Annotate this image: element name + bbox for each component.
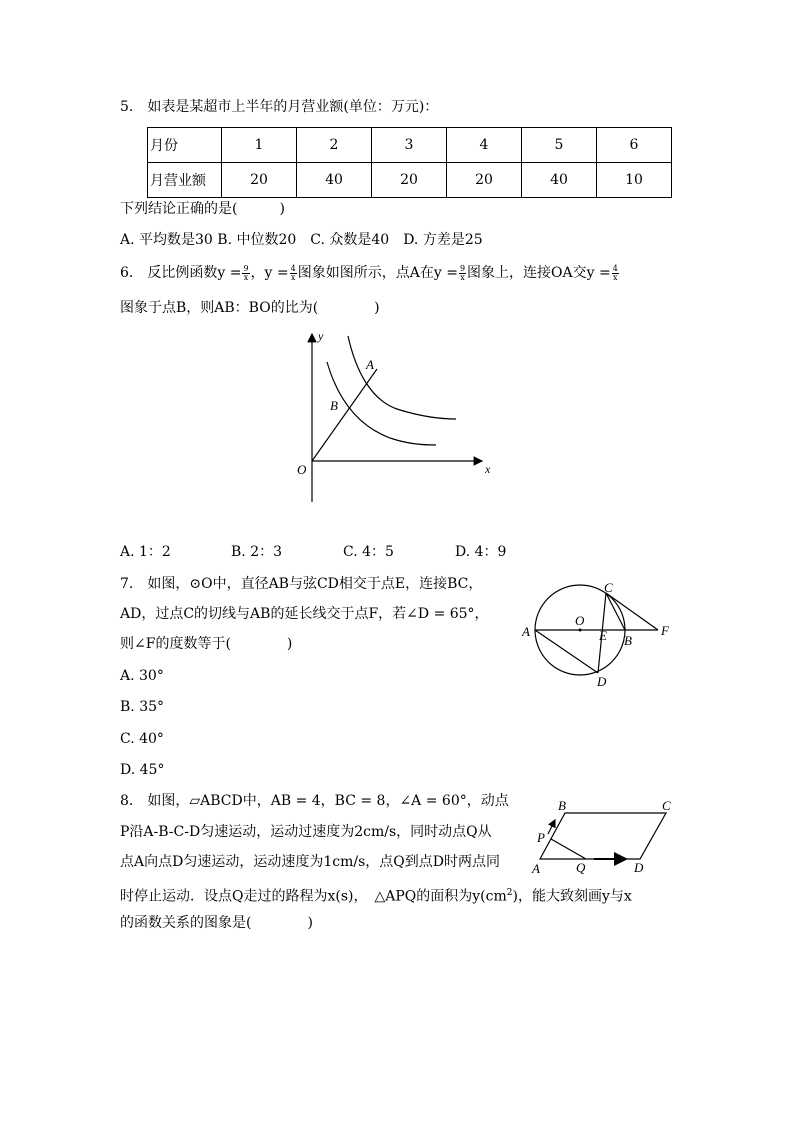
- q6-option-a: A. 1：2: [120, 544, 171, 560]
- parallelogram-ABCD: [540, 813, 666, 859]
- q6-option-d: D. 4：9: [455, 544, 507, 560]
- q8-stem-line1: 8. 如图，▱ABCD中，AB = 4，BC = 8，∠A = 60°，动点: [120, 793, 509, 809]
- fraction-denominator: x: [243, 272, 249, 282]
- q7-option-c: C. 40°: [120, 731, 164, 747]
- q7-figure: [518, 578, 678, 690]
- table-cell: 40: [297, 163, 372, 198]
- table-cell: 20: [447, 163, 522, 198]
- label-O: O: [297, 462, 307, 477]
- label-O: O: [575, 613, 585, 628]
- table-row: [148, 163, 672, 198]
- table-cell: 3: [372, 128, 447, 163]
- fraction-denominator: x: [460, 272, 465, 282]
- table-cell: 20: [372, 163, 447, 198]
- fraction: [612, 265, 619, 282]
- table-cell: 10: [597, 163, 672, 198]
- table-cell: 1: [222, 128, 297, 163]
- q7-stem-line3: 则∠F的度数等于( ): [120, 636, 293, 652]
- fraction-denominator: x: [290, 272, 296, 282]
- segment-OA: [312, 369, 377, 461]
- fraction-numerator: 9: [243, 263, 249, 273]
- q7-stem-line1: 7. 如图，⊙O中，直径AB与弦CD相交于点E，连接BC，: [120, 576, 483, 592]
- q6-stem-text: 图象上，连接OA交y =: [467, 265, 611, 281]
- q6-stem: [120, 264, 620, 282]
- fraction: [290, 265, 297, 282]
- label-F: F: [661, 623, 669, 638]
- label-P: P: [537, 830, 545, 845]
- label-x: x: [485, 462, 491, 476]
- label-C: C: [662, 798, 671, 813]
- label-C: C: [604, 580, 613, 595]
- table-cell: 6: [597, 128, 672, 163]
- q6-option-c: C. 4：5: [343, 544, 394, 560]
- q8-stem-line4: [120, 884, 632, 906]
- center-point: [579, 629, 582, 632]
- q8-stem-line3: 点A向点D匀速运动，运动速度为1cm/s，点Q到点D时两点同: [120, 854, 500, 870]
- tangent-CF: [606, 593, 658, 630]
- q7-stem-line2: AD，过点C的切线与AB的延长线交于点F，若∠D = 65°，: [120, 606, 489, 622]
- table-cell: 月份: [148, 128, 222, 163]
- label-Q: Q: [576, 860, 586, 875]
- label-y: y: [318, 329, 324, 343]
- segment-AD: [535, 630, 598, 673]
- q5-options: A. 平均数是30 B. 中位数20 C. 众数是40 D. 方差是25: [120, 232, 483, 248]
- q5-sales-table: [147, 127, 672, 198]
- q8-stem-line5: 的函数关系的图象是( ): [120, 915, 313, 931]
- table-cell: 40: [522, 163, 597, 198]
- segment-BC: [606, 593, 625, 630]
- fraction-numerator: 4: [612, 263, 618, 273]
- q7-option-a: A. 30°: [120, 668, 164, 684]
- fraction: [459, 265, 466, 282]
- label-D: D: [597, 674, 607, 689]
- q6-stem-line2: 图象于点B，则AB：BO的比为( ): [120, 300, 380, 316]
- q8-stem-line2: P沿A-B-C-D匀速运动，运动过速度为2cm/s，同时动点Q从: [120, 824, 492, 840]
- q6-figure: [290, 322, 500, 507]
- fraction-denominator: x: [613, 272, 618, 282]
- label-A: A: [522, 624, 530, 639]
- fraction-numerator: 4: [290, 263, 296, 273]
- q5-prompt: 下列结论正确的是( ): [120, 201, 285, 217]
- label-A: A: [532, 861, 540, 876]
- superscript: 2: [506, 888, 513, 898]
- label-B: B: [624, 633, 632, 648]
- q7-option-d: D. 45°: [120, 762, 165, 778]
- table-cell: 4: [447, 128, 522, 163]
- table-cell: 月营业额: [148, 163, 222, 198]
- fraction: [242, 265, 249, 282]
- label-B: B: [558, 798, 566, 813]
- table-row: [148, 128, 672, 163]
- q6-stem-text: 图象如图所示，点A在y =: [297, 265, 458, 281]
- table-cell: 5: [522, 128, 597, 163]
- arrow-P: [548, 820, 555, 834]
- q5-stem: 5. 如表是某超市上半年的月营业额(单位：万元)：: [120, 99, 439, 115]
- label-E: E: [599, 628, 607, 643]
- fraction-numerator: 9: [459, 263, 466, 273]
- q8-stem-text: 时停止运动．设点Q走过的路程为x(s)， △APQ的面积为y(cm: [120, 888, 507, 905]
- curve-9-over-x: [348, 336, 456, 419]
- table-cell: 2: [297, 128, 372, 163]
- label-D: D: [634, 860, 644, 875]
- q8-figure: [528, 796, 680, 878]
- label-B: B: [330, 398, 338, 413]
- q7-option-b: B. 35°: [120, 699, 165, 715]
- segment-PQ: [551, 839, 586, 859]
- table-cell: 20: [222, 163, 297, 198]
- curve-4-over-x: [327, 362, 436, 445]
- q8-stem-text: )，能大致刻画y与x: [512, 888, 632, 905]
- label-A: A: [366, 357, 374, 372]
- q6-option-b: B. 2：3: [231, 544, 283, 560]
- q6-stem-text: ，y =: [250, 265, 289, 281]
- q6-stem-text: 6. 反比例函数y =: [120, 265, 242, 281]
